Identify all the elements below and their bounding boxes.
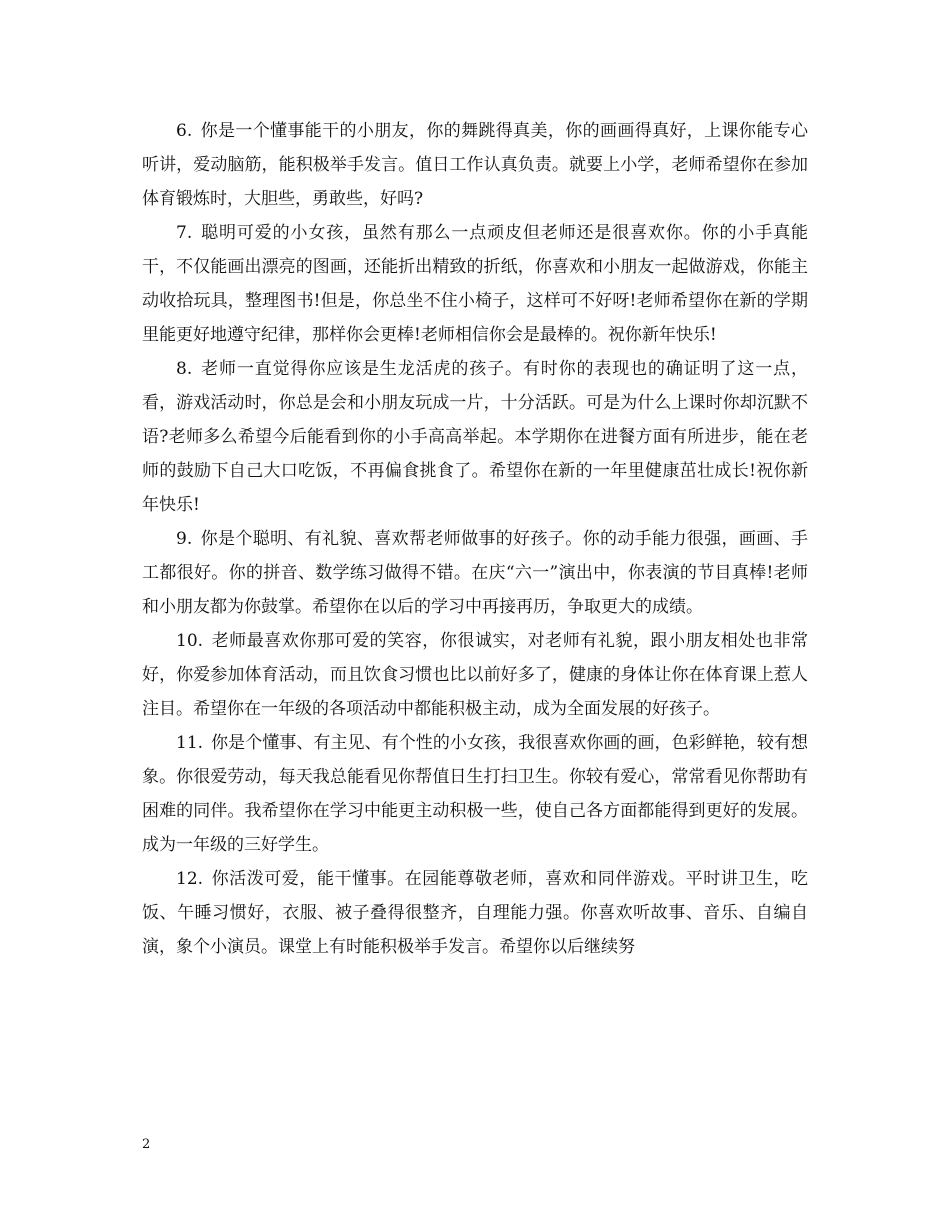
- paragraph-8: [142, 352, 808, 522]
- paragraph-text: 你是一个懂事能干的小朋友，你的舞跳得真美，你的画画得真好，上课你能专心听讲，爱动脑筋，能积极举手发言。值日工作认真负责。就要上小学，老师希望你在参加体育锻炼时，大胆些，勇敢些，好吗?: [142, 121, 808, 209]
- paragraph-7: [142, 216, 808, 352]
- paragraph-text: 你活泼可爱，能干懂事。在园能尊敬老师，喜欢和同伴游戏。平时讲卫生，吃饭、午睡习惯好，衣服、被子叠得很整齐，自理能力强。你喜欢听故事、音乐、自编自演，象个小演员。课堂上有时能积极举手发言。希望你以后继续努: [142, 869, 808, 957]
- paragraph-number: 6.: [176, 121, 193, 141]
- paragraph-number: 7.: [176, 223, 193, 243]
- paragraph-text: 老师最喜欢你那可爱的笑容，你很诚实，对老师有礼貌，跟小朋友相处也非常好，你爱参加体育活动，而且饮食习惯也比以前好多了，健康的身体让你在体育课上惹人注目。希望你在一年级的各项活动中都能积极主动，成为全面发展的好孩子。: [142, 631, 808, 719]
- paragraph-number: 8.: [176, 359, 193, 379]
- paragraph-12: [142, 862, 808, 964]
- paragraph-text: 你是个懂事、有主见、有个性的小女孩，我很喜欢你画的画，色彩鲜艳，较有想象。你很爱劳动，每天我总能看见你帮值日生打扫卫生。你较有爱心，常常看见你帮助有困难的同伴。我希望你在学习中能更主动积极一些，使自己各方面都能得到更好的发展。成为一年级的三好学生。: [142, 733, 808, 855]
- paragraph-11: [142, 726, 808, 862]
- paragraph-number: 9.: [176, 529, 193, 549]
- paragraph-number: 12.: [176, 869, 204, 889]
- paragraph-text: 聪明可爱的小女孩，虽然有那么一点顽皮但老师还是很喜欢你。你的小手真能干，不仅能画出漂亮的图画，还能折出精致的折纸，你喜欢和小朋友一起做游戏，你能主动收拾玩具，整理图书!但是，你总坐不住小椅子，这样可不好呀!老师希望你在新的学期里能更好地遵守纪律，那样你会更棒!老师相信你会是最棒的。祝你新年快乐!: [142, 223, 808, 345]
- paragraph-text: 老师一直觉得你应该是生龙活虎的孩子。有时你的表现也的确证明了这一点，看，游戏活动时，你总是会和小朋友玩成一片，十分活跃。可是为什么上课时你却沉默不语?老师多么希望今后能看到你的小手高高举起。本学期你在进餐方面有所进步，能在老师的鼓励下自己大口吃饭，不再偏食挑食了。希望你在新的一年里健康茁壮成长!祝你新年快乐!: [142, 359, 808, 515]
- paragraph-6: [142, 114, 808, 216]
- document-body: [142, 114, 808, 964]
- page-number: 2: [142, 1137, 151, 1152]
- paragraph-number: 11.: [176, 733, 204, 753]
- paragraph-9: [142, 522, 808, 624]
- paragraph-number: 10.: [176, 631, 204, 651]
- paragraph-10: [142, 624, 808, 726]
- paragraph-text: 你是个聪明、有礼貌、喜欢帮老师做事的好孩子。你的动手能力很强，画画、手工都很好。你的拼音、数学练习做得不错。在庆“六一”演出中，你表演的节目真棒!老师和小朋友都为你鼓掌。希望你在以后的学习中再接再历，争取更大的成绩。: [142, 529, 808, 617]
